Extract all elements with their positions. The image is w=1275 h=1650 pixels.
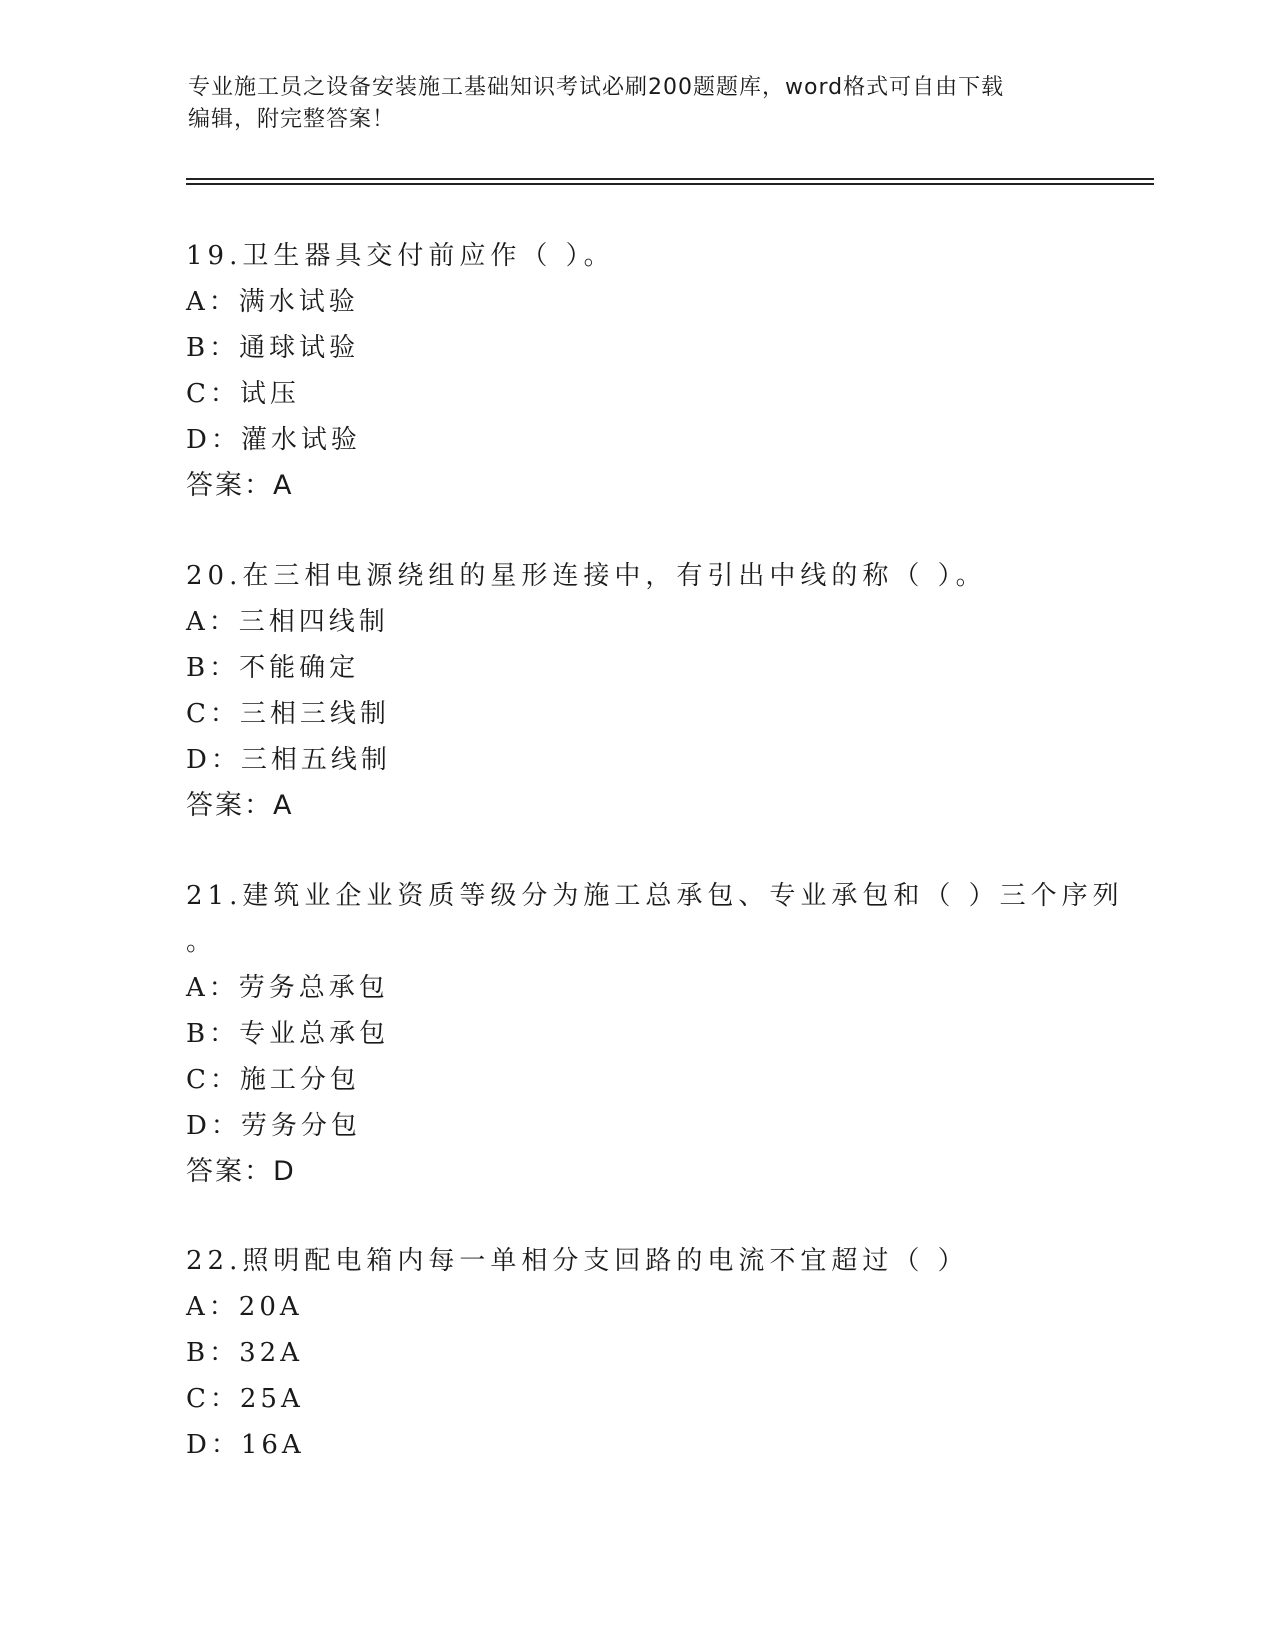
question-20 (186, 553, 1086, 829)
option-a: A：三相四线制 (186, 607, 389, 637)
header-line-2: 编辑，附完整答案！ (188, 107, 396, 132)
header-line-1: 专业施工员之设备安装施工基础知识考试必刷200题题库，word格式可自由下载 (188, 75, 1005, 100)
option-d: D：劳务分包 (186, 1111, 361, 1141)
answer: 答案：D (186, 1156, 296, 1187)
option-d: D：16A (186, 1430, 305, 1460)
option-c: C：25A (186, 1384, 304, 1414)
option-b: B：不能确定 (186, 653, 360, 683)
question-22 (186, 1238, 1086, 1468)
question-title-continuation: 。 (186, 927, 218, 957)
document-header (188, 72, 1088, 136)
option-d: D：三相五线制 (186, 745, 391, 775)
option-a: A：20A (186, 1292, 303, 1322)
question-title: 22.照明配电箱内每一单相分支回路的电流不宜超过（ ） (186, 1246, 969, 1276)
answer: 答案：A (186, 790, 294, 821)
option-a: A：劳务总承包 (186, 973, 389, 1003)
answer: 答案：A (186, 470, 294, 501)
question-21 (186, 873, 1124, 1195)
question-title: 21.建筑业企业资质等级分为施工总承包、专业承包和（ ）三个序列 (186, 881, 1124, 911)
option-c: C：三相三线制 (186, 699, 390, 729)
header-rule-top (186, 178, 1154, 180)
question-19 (186, 233, 1086, 509)
header-rule-bottom (186, 183, 1154, 185)
option-c: C：试压 (186, 379, 300, 409)
option-b: B：通球试验 (186, 333, 360, 363)
question-title: 20.在三相电源绕组的星形连接中，有引出中线的称（ ）。 (186, 561, 987, 591)
option-a: A：满水试验 (186, 287, 359, 317)
option-b: B：32A (186, 1338, 303, 1368)
option-d: D：灌水试验 (186, 425, 361, 455)
option-b: B：专业总承包 (186, 1019, 390, 1049)
question-title: 19.卫生器具交付前应作（ ）。 (186, 241, 615, 271)
option-c: C：施工分包 (186, 1065, 360, 1095)
